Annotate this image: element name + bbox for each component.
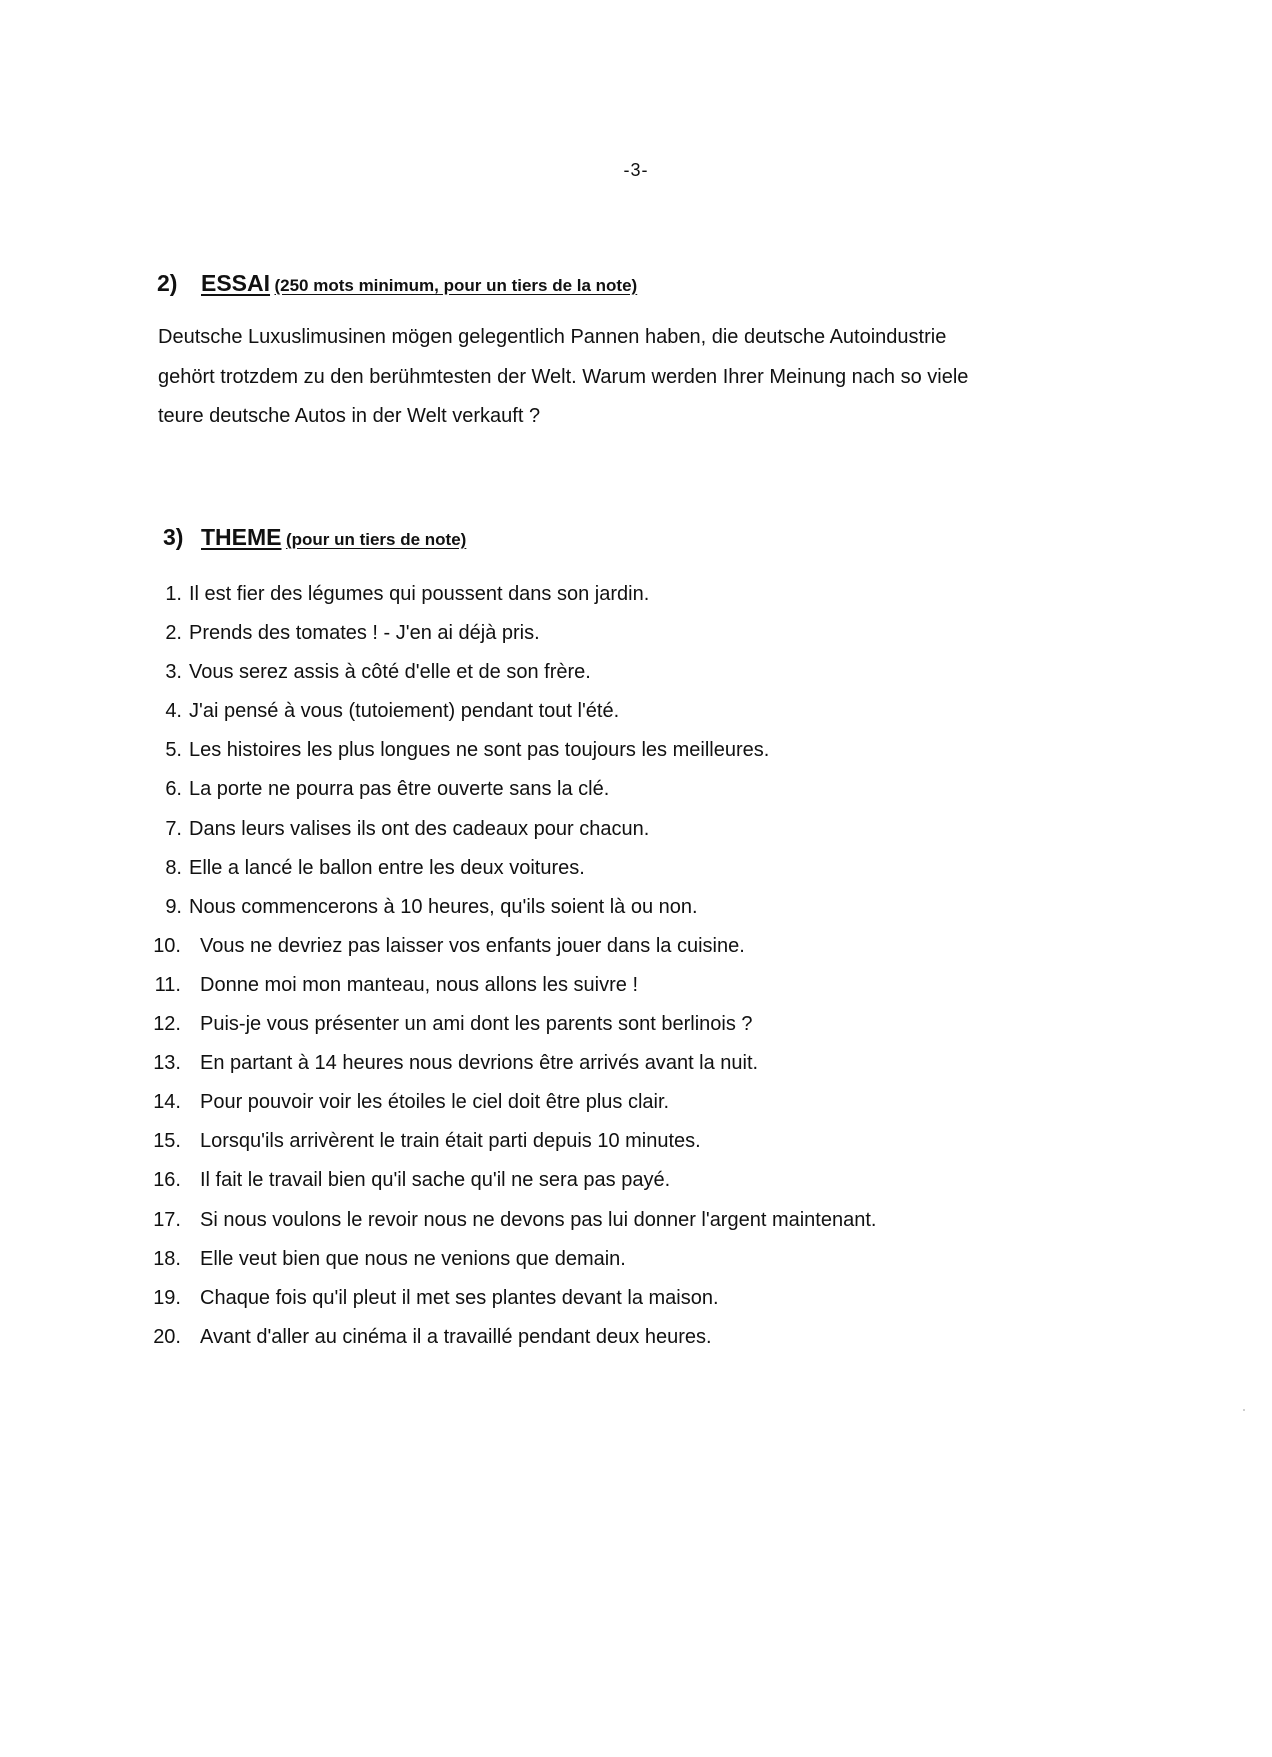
item-number: 14. (153, 1091, 181, 1114)
item-text: Chaque fois qu'il pleut il met ses plantes devant la maison. (200, 1286, 719, 1309)
item-number: 3. (165, 661, 182, 684)
list-item (0, 1044, 1272, 1083)
item-number: 15. (153, 1130, 181, 1153)
item-text: Il fait le travail bien qu'il sache qu'il ne sera pas payé. (200, 1169, 671, 1192)
list-item (0, 731, 1272, 770)
list-item (0, 966, 1272, 1005)
list-item (0, 888, 1272, 927)
theme-sentence-list (0, 575, 1272, 1357)
essai-prompt (158, 318, 1118, 437)
essai-heading (157, 270, 637, 297)
item-number: 19. (153, 1286, 181, 1309)
item-number: 18. (153, 1247, 181, 1270)
item-number: 6. (165, 778, 182, 801)
list-item (0, 849, 1272, 888)
item-text: Prends des tomates ! - J'en ai déjà pris. (189, 622, 540, 645)
list-item (0, 770, 1272, 809)
item-number: 5. (165, 739, 182, 762)
item-text: Elle veut bien que nous ne venions que demain. (200, 1247, 626, 1270)
item-number: 7. (165, 817, 182, 840)
essai-subtitle: (250 mots minimum, pour un tiers de la note) (274, 276, 638, 295)
list-item (0, 653, 1272, 692)
list-item (0, 927, 1272, 966)
item-number: 1. (165, 583, 182, 605)
list-item (0, 575, 1272, 614)
list-item (0, 1122, 1272, 1161)
list-item (0, 1318, 1272, 1357)
item-text: Pour pouvoir voir les étoiles le ciel doit être plus clair. (200, 1091, 670, 1114)
item-number: 8. (165, 856, 182, 879)
item-text: Donne moi mon manteau, nous allons les suivre ! (200, 973, 639, 996)
list-item (0, 810, 1272, 849)
item-text: Nous commencerons à 10 heures, qu'ils soient là ou non. (189, 895, 698, 918)
list-item (0, 1005, 1272, 1044)
list-item (0, 614, 1272, 653)
essai-title: ESSAI (201, 270, 271, 296)
essai-prompt-line: Deutsche Luxuslimusinen mögen gelegentlich Pannen haben, die deutsche Autoindustrie (158, 326, 947, 348)
item-number: 4. (165, 700, 182, 723)
list-item (0, 1161, 1272, 1200)
theme-title: THEME (201, 524, 282, 550)
list-item (0, 1201, 1272, 1240)
list-item (0, 692, 1272, 731)
item-text: Lorsqu'ils arrivèrent le train était parti depuis 10 minutes. (200, 1130, 701, 1153)
item-text: En partant à 14 heures nous devrions être arrivés avant la nuit. (200, 1052, 759, 1075)
item-number: 2. (165, 622, 182, 645)
item-text: J'ai pensé à vous (tutoiement) pendant tout l'été. (189, 700, 620, 723)
item-number: 10. (153, 934, 181, 957)
scan-speck (1243, 1409, 1245, 1411)
item-text: Elle a lancé le ballon entre les deux voitures. (189, 856, 585, 879)
essai-prompt-line: gehört trotzdem zu den berühmtesten der Welt. Warum werden Ihrer Meinung nach so viele (158, 365, 969, 388)
theme-section-number: 3) (163, 524, 184, 550)
item-number: 13. (153, 1052, 181, 1075)
item-text: Les histoires les plus longues ne sont pas toujours les meilleures. (189, 739, 770, 762)
item-text: La porte ne pourra pas être ouverte sans la clé. (189, 778, 610, 801)
item-text: Vous ne devriez pas laisser vos enfants jouer dans la cuisine. (200, 934, 745, 957)
item-text: Dans leurs valises ils ont des cadeaux pour chacun. (189, 817, 650, 840)
essai-prompt-line: teure deutsche Autos in der Welt verkauft ? (158, 405, 541, 427)
theme-heading (163, 524, 466, 551)
item-number: 12. (153, 1013, 181, 1036)
item-text: Avant d'aller au cinéma il a travaillé pendant deux heures. (200, 1325, 712, 1348)
theme-subtitle: (pour un tiers de note) (285, 530, 467, 549)
item-number: 17. (153, 1208, 181, 1231)
item-text: Vous serez assis à côté d'elle et de son frère. (189, 661, 591, 684)
list-item (0, 1083, 1272, 1122)
essai-section-number: 2) (157, 270, 178, 296)
item-text: Si nous voulons le revoir nous ne devons pas lui donner l'argent maintenant. (200, 1208, 877, 1231)
item-number: 20. (153, 1325, 181, 1348)
item-number: 9. (165, 895, 182, 918)
item-number: 16. (153, 1169, 181, 1192)
item-text: Puis-je vous présenter un ami dont les parents sont berlinois ? (200, 1013, 753, 1036)
item-number: 11. (154, 973, 181, 996)
list-item (0, 1240, 1272, 1279)
list-item (0, 1279, 1272, 1318)
item-text: Il est fier des légumes qui poussent dans son jardin. (189, 583, 650, 605)
page-number: -3- (623, 160, 649, 180)
